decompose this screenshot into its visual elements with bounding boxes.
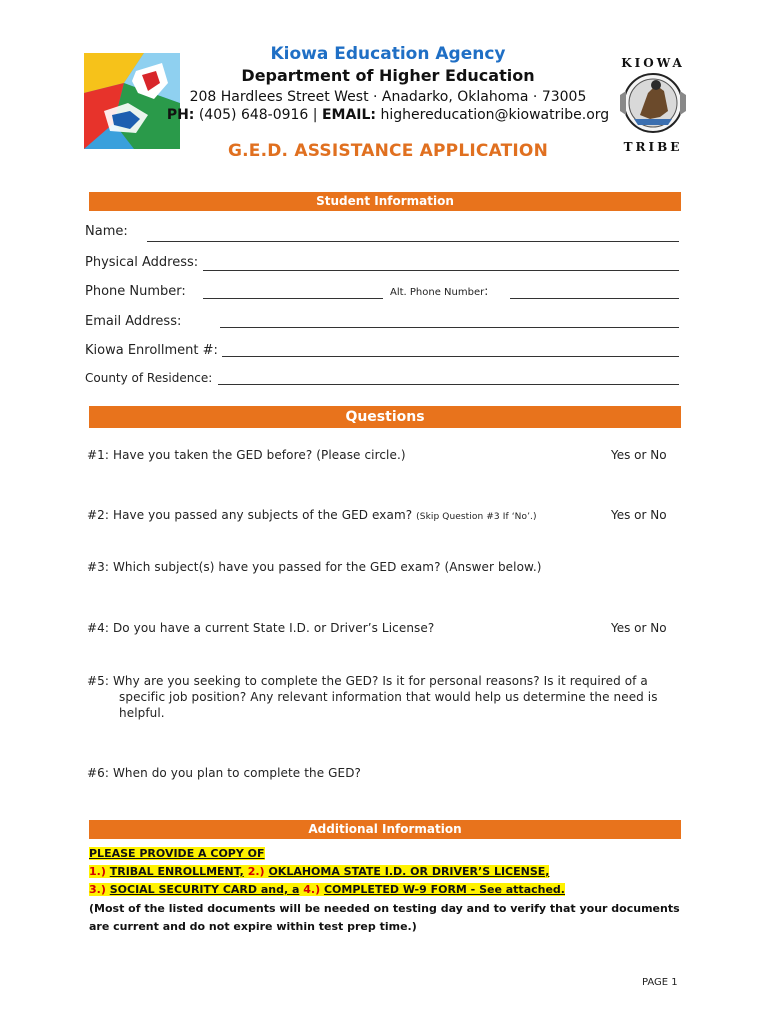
required-documents-line-3 (89, 883, 565, 896)
question-2 (87, 508, 537, 522)
county-field[interactable] (218, 384, 679, 385)
department-name: Department of Higher Education (241, 66, 535, 85)
agency-contact (150, 107, 626, 123)
question-4-answer[interactable]: Yes or No (611, 621, 667, 635)
name-field[interactable] (147, 241, 679, 242)
doc-number-4: 4.) (303, 883, 321, 896)
agency-email: highereducation@kiowatribe.org (380, 107, 610, 123)
agency-phone: (405) 648-0916 (198, 107, 309, 123)
question-2-text: #2: Have you passed any subjects of the GED exam? (87, 508, 413, 522)
doc-social-security: SOCIAL SECURITY CARD and, a (109, 883, 300, 896)
form-title: G.E.D. ASSISTANCE APPLICATION (227, 141, 549, 161)
phone-number-label: Phone Number: (85, 284, 186, 299)
email-address-label: Email Address: (85, 314, 182, 329)
required-documents-line-2 (89, 865, 549, 878)
agency-address: 208 Hardlees Street West · Anadarko, Oklahoma · 73005 (189, 89, 587, 105)
alt-phone-field[interactable] (510, 298, 679, 299)
question-1-answer[interactable]: Yes or No (611, 448, 667, 462)
email-address-field[interactable] (220, 327, 679, 328)
seal-text-bottom: TRIBE (623, 140, 683, 154)
physical-address-label: Physical Address: (85, 255, 199, 270)
required-documents-line-1 (89, 847, 265, 860)
documents-note-line-1: (Most of the listed documents will be needed on testing day and to verify that your documents (89, 902, 680, 915)
kiowa-tribe-seal (610, 55, 696, 155)
enrollment-field[interactable] (222, 356, 679, 357)
documents-note-line-2: are current and do not expire within test prep time.) (89, 920, 417, 933)
provide-copy-text: PLEASE PROVIDE A COPY OF (89, 847, 265, 860)
question-5-line-2: specific job position? Any relevant information that would help us determine the need is (119, 690, 658, 704)
question-2-note: (Skip Question #3 If ‘No’.) (416, 512, 537, 522)
question-1: #1: Have you taken the GED before? (Please circle.) (87, 448, 406, 462)
phone-number-field[interactable] (203, 298, 383, 299)
alt-phone-label (390, 284, 488, 298)
question-2-answer[interactable]: Yes or No (611, 508, 667, 522)
name-label: Name: (85, 224, 128, 239)
seal-text-top: KIOWA (621, 56, 685, 70)
alt-phone-colon: : (484, 284, 489, 298)
doc-number-2: 2.) (247, 865, 265, 878)
section-bar-questions: Questions (89, 406, 681, 428)
question-5-line-3: helpful. (119, 706, 165, 720)
contact-separator: | (312, 107, 318, 123)
section-bar-student-information: Student Information (89, 192, 681, 211)
phone-label: PH: (166, 107, 195, 123)
doc-number-3: 3.) (89, 883, 106, 896)
enrollment-label: Kiowa Enrollment #: (85, 343, 218, 358)
doc-state-id: OKLAHOMA STATE I.D. OR DRIVER’S LICENSE, (268, 865, 550, 878)
agency-logo (84, 53, 180, 149)
agency-name: Kiowa Education Agency (270, 44, 506, 64)
question-3: #3: Which subject(s) have you passed for the GED exam? (Answer below.) (87, 560, 542, 574)
physical-address-field[interactable] (203, 270, 679, 271)
question-5-line-1: #5: Why are you seeking to complete the GED? Is it for personal reasons? Is it required of a (87, 674, 648, 688)
county-label: County of Residence: (85, 371, 213, 385)
email-label: EMAIL: (321, 107, 377, 123)
doc-number-1: 1.) (89, 865, 106, 878)
question-6: #6: When do you plan to complete the GED? (87, 766, 362, 780)
alt-phone-label-text: Alt. Phone Number (390, 287, 485, 298)
page-number: PAGE 1 (642, 977, 678, 988)
doc-w9-form: COMPLETED W-9 FORM - See attached. (323, 883, 565, 896)
section-bar-additional-information: Additional Information (89, 820, 681, 839)
doc-tribal-enrollment: TRIBAL ENROLLMENT, (109, 865, 244, 878)
question-4: #4: Do you have a current State I.D. or Driver’s License? (87, 621, 435, 635)
